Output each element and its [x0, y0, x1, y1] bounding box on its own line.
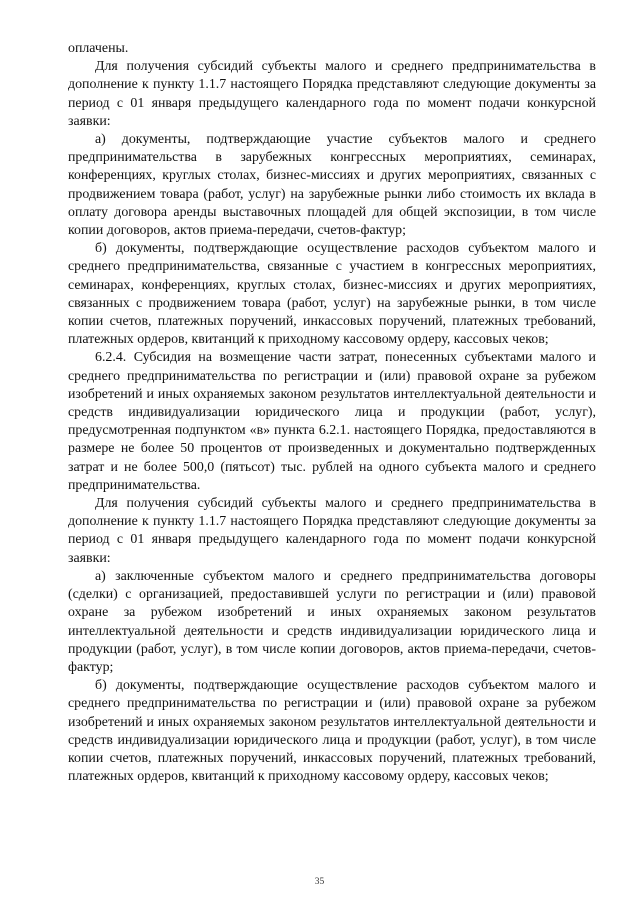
paragraph-section-6-2-4: 6.2.4. Субсидия на возмещение части затрат, понесенных субъектами малого и среднего предпринимательства по регистрации и (или) правовой охране за рубежом изобретений и иных охраняемых законом результатов интеллектуальной деятельности и средств индивидуализации юридического лица и продукции (работ, услуг), предусмотренная подпунктом «в» пункта 6.2.1. настоящего Порядка, предоставляются в размере не более 50 процентов от произведенных и документально подтвержденных затрат и не более 500,0 (пятьсот) тыс. рублей на одного субъекта малого и среднего предпринимательства.	[68, 350, 596, 493]
page-number: 35	[314, 877, 325, 887]
body-text	[68, 40, 596, 786]
paragraph-item-b-registration-expenses: б) документы, подтверждающие осуществление расходов субъектом малого и среднего предпринимательства по регистрации и (или) правовой охране за рубежом изобретений и иных охраняемых законом результатов интеллектуальной деятельности и средств индивидуализации юридического лица и продукции (работ, услуг), в том числе копии счетов, платежных поручений, инкассовых поручений, платежных требований, платежных ордеров, квитанций к приходному кассовому ордеру, кассовых чеков;	[68, 678, 596, 785]
paragraph-requirements-intro-2: Для получения субсидий субъекты малого и среднего предпринимательства в дополнение к пункту 1.1.7 настоящего Порядка представляют следующие документы за период с 01 января предыдущего календарного года по момент подачи конкурсной заявки:	[68, 496, 596, 566]
paragraph-item-a-contracts: а) заключенные субъектом малого и среднего предпринимательства договоры (сделки) с организацией, предоставившей услуги по регистрации и (или) правовой охране за рубежом изобретений и иных охраняемых законом результатов интеллектуальной деятельности и средств индивидуализации юридического лица и продукции (работ, услуг), в том числе копии договоров, актов приема-передачи, счетов-фактур;	[68, 568, 596, 675]
paragraph-requirements-intro: Для получения субсидий субъекты малого и среднего предпринимательства в дополнение к пункту 1.1.7 настоящего Порядка представляют следующие документы за период с 01 января предыдущего календарного года по момент подачи конкурсной заявки:	[68, 59, 596, 129]
paragraph-item-a-events: а) документы, подтверждающие участие субъектов малого и среднего предпринимательства в зарубежных конгрессных мероприятиях, семинарах, конференциях, круглых столах, бизнес-миссиях и других мероприятиях, связанных с продвижением товара (работ, услуг) на зарубежные рынки либо стоимость их вклада в оплату договора аренды выставочных площадей для общей экспозиции, в том числе копии договоров, актов приема-передачи, счетов-фактур;	[68, 132, 596, 239]
paragraph-item-b-expenses: б) документы, подтверждающие осуществление расходов субъектом малого и среднего предпринимательства, связанные с участием в конгрессных мероприятиях, семинарах, конференциях, круглых столах, бизнес-миссиях и других мероприятиях, связанных с продвижением товара (работ, услуг) на зарубежные рынки, в том числе копии счетов, платежных поручений, инкассовых поручений, платежных требований, платежных ордеров, квитанций к приходному кассовому ордеру, кассовых чеков;	[68, 241, 596, 348]
paragraph-continuation: оплачены.	[68, 41, 129, 56]
